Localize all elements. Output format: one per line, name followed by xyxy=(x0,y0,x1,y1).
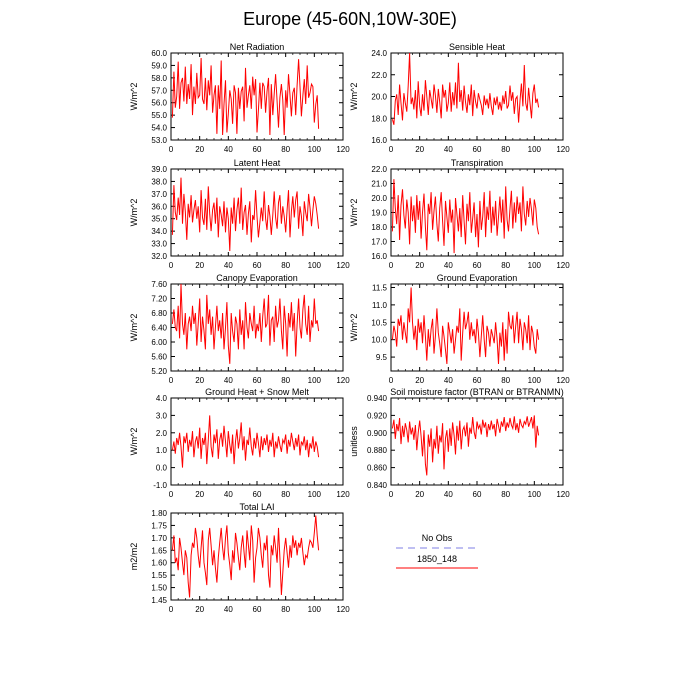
y-tick-label: 55.0 xyxy=(151,111,167,121)
panel-title: Latent Heat xyxy=(233,158,281,168)
x-tick-label: 120 xyxy=(556,490,570,499)
legend xyxy=(396,533,478,568)
x-tick-label: 60 xyxy=(472,261,482,270)
series-line xyxy=(172,284,318,364)
y-axis-label: W/m^2 xyxy=(129,198,139,227)
x-tick-label: 60 xyxy=(472,376,482,385)
panel-title: Total LAI xyxy=(239,502,275,512)
y-axis-label: W/m^2 xyxy=(129,313,139,342)
y-tick-label: 16.0 xyxy=(371,136,387,145)
x-tick-label: 40 xyxy=(443,490,453,499)
x-tick-label: 20 xyxy=(195,605,205,614)
series-line xyxy=(392,179,538,253)
y-axis-label: m2/m2 xyxy=(129,542,139,571)
x-tick-label: 0 xyxy=(388,490,394,499)
x-tick-label: 80 xyxy=(281,376,291,385)
y-tick-label: 6.40 xyxy=(151,323,167,333)
x-tick-label: 0 xyxy=(168,261,174,270)
x-tick-label: 0 xyxy=(388,145,394,154)
plot-frame xyxy=(391,53,563,140)
series-line xyxy=(172,178,318,251)
y-tick-label: 2.0 xyxy=(155,428,167,438)
x-tick-label: 60 xyxy=(252,490,262,499)
y-axis-label: W/m^2 xyxy=(349,313,359,342)
x-tick-label: 20 xyxy=(195,261,205,270)
y-tick-label: 60.0 xyxy=(151,49,167,58)
x-tick-label: 80 xyxy=(281,605,291,614)
y-tick-label: 1.55 xyxy=(151,571,167,581)
y-tick-label: 36.0 xyxy=(151,202,167,212)
chart-panel xyxy=(129,273,350,385)
x-tick-label: 100 xyxy=(307,490,322,499)
y-tick-label: 1.60 xyxy=(151,558,167,568)
panel-title: Sensible Heat xyxy=(448,42,506,52)
x-tick-label: 100 xyxy=(307,605,322,614)
y-tick-label: 38.0 xyxy=(151,177,167,187)
panel-title: Transpiration xyxy=(450,158,504,168)
y-tick-label: 0.900 xyxy=(366,428,387,438)
y-tick-label: 59.0 xyxy=(151,61,167,71)
y-tick-label: 1.70 xyxy=(151,533,167,543)
y-tick-label: 0.920 xyxy=(366,411,387,421)
y-tick-label: 54.0 xyxy=(151,123,167,133)
panel-title: Net Radiation xyxy=(229,42,285,52)
x-tick-label: 100 xyxy=(307,145,322,154)
y-tick-label: 24.0 xyxy=(371,49,387,58)
y-tick-label: 17.0 xyxy=(371,237,387,247)
x-tick-label: 60 xyxy=(252,145,262,154)
x-tick-label: 20 xyxy=(195,490,205,499)
y-tick-label: 16.0 xyxy=(371,252,387,261)
y-tick-label: 1.80 xyxy=(151,509,167,518)
y-tick-label: 0.860 xyxy=(366,463,387,473)
chart-panel xyxy=(129,158,350,270)
series-line xyxy=(392,288,538,365)
series-line xyxy=(392,415,538,475)
x-tick-label: 40 xyxy=(223,261,233,270)
x-tick-label: 20 xyxy=(415,261,425,270)
chart-panel xyxy=(349,273,570,385)
x-tick-label: 40 xyxy=(443,145,453,154)
y-tick-label: 0.940 xyxy=(366,394,387,403)
panel-title: Ground Evaporation xyxy=(436,273,518,283)
x-tick-label: 20 xyxy=(195,145,205,154)
x-tick-label: 100 xyxy=(307,376,322,385)
panel-title: Ground Heat + Snow Melt xyxy=(205,387,309,397)
series-line xyxy=(172,415,318,467)
x-tick-label: 20 xyxy=(415,376,425,385)
x-tick-label: 100 xyxy=(307,261,322,270)
y-tick-label: 18.0 xyxy=(371,223,387,232)
x-tick-label: 120 xyxy=(336,490,350,499)
y-tick-label: 0.880 xyxy=(366,446,387,456)
x-tick-label: 120 xyxy=(336,261,350,270)
panel-title: Soil moisture factor (BTRAN or BTRANMN) xyxy=(390,387,564,397)
y-tick-label: 20.0 xyxy=(371,92,387,102)
x-tick-label: 120 xyxy=(556,261,570,270)
x-tick-label: 0 xyxy=(388,376,394,385)
y-axis-label: W/m^2 xyxy=(129,427,139,456)
y-tick-label: 1.65 xyxy=(151,546,167,556)
y-tick-label: 7.60 xyxy=(151,280,167,289)
y-tick-label: 1.0 xyxy=(155,446,167,456)
x-tick-label: 0 xyxy=(168,145,174,154)
y-tick-label: 56.0 xyxy=(151,98,167,108)
y-tick-label: 22.0 xyxy=(371,70,387,80)
x-tick-label: 80 xyxy=(501,145,511,154)
y-tick-label: 7.20 xyxy=(151,294,167,304)
y-tick-label: 21.0 xyxy=(371,179,387,189)
x-tick-label: 40 xyxy=(443,376,453,385)
y-tick-label: 3.0 xyxy=(155,411,167,421)
x-tick-label: 0 xyxy=(168,376,174,385)
y-tick-label: 6.00 xyxy=(151,338,167,347)
x-tick-label: 20 xyxy=(195,376,205,385)
y-tick-label: 57.0 xyxy=(151,86,167,96)
x-tick-label: 120 xyxy=(556,145,570,154)
panel-title: Canopy Evaporation xyxy=(216,273,298,283)
chart-panel xyxy=(129,42,350,154)
x-tick-label: 80 xyxy=(501,490,511,499)
x-tick-label: 120 xyxy=(556,376,570,385)
y-tick-label: 39.0 xyxy=(151,165,167,174)
chart-panel xyxy=(349,387,570,499)
x-tick-label: 40 xyxy=(443,261,453,270)
y-axis-label: unitless xyxy=(349,426,359,457)
y-tick-label: 18.0 xyxy=(371,114,387,124)
y-tick-label: 19.0 xyxy=(371,208,387,218)
x-tick-label: 40 xyxy=(223,376,233,385)
x-tick-label: 120 xyxy=(336,145,350,154)
page-title: Europe (45-60N,10W-30E) xyxy=(243,9,457,29)
x-tick-label: 40 xyxy=(223,490,233,499)
x-tick-label: 80 xyxy=(501,376,511,385)
x-tick-label: 0 xyxy=(388,261,394,270)
series-line xyxy=(172,58,318,135)
y-tick-label: 53.0 xyxy=(151,136,167,145)
y-tick-label: -1.0 xyxy=(153,481,167,490)
y-axis-label: W/m^2 xyxy=(349,82,359,111)
y-tick-label: 1.50 xyxy=(151,583,167,593)
y-tick-label: 5.60 xyxy=(151,352,167,362)
x-tick-label: 40 xyxy=(223,605,233,614)
y-axis-label: W/m^2 xyxy=(129,82,139,111)
series-line xyxy=(172,516,318,598)
y-tick-label: 35.0 xyxy=(151,214,167,224)
x-tick-label: 0 xyxy=(168,605,174,614)
y-tick-label: 0.840 xyxy=(366,481,387,490)
x-tick-label: 120 xyxy=(336,605,350,614)
x-tick-label: 60 xyxy=(472,490,482,499)
y-tick-label: 10.5 xyxy=(371,318,387,328)
y-tick-label: 37.0 xyxy=(151,189,167,199)
series-line xyxy=(392,53,538,125)
legend-label-no-obs: No Obs xyxy=(421,533,453,543)
y-tick-label: 11.5 xyxy=(372,283,387,293)
x-tick-label: 120 xyxy=(336,376,350,385)
x-tick-label: 80 xyxy=(501,261,511,270)
plot-frame xyxy=(391,169,563,256)
y-tick-label: 20.0 xyxy=(371,194,387,203)
y-tick-label: 4.0 xyxy=(155,394,167,403)
x-tick-label: 60 xyxy=(252,376,262,385)
y-tick-label: 10.0 xyxy=(371,335,387,345)
x-tick-label: 20 xyxy=(415,490,425,499)
y-tick-label: 0.0 xyxy=(155,463,167,473)
chart-panel xyxy=(129,387,350,499)
legend-label-1850-148: 1850_148 xyxy=(416,554,458,564)
x-tick-label: 80 xyxy=(281,261,291,270)
chart-panel xyxy=(349,158,570,270)
y-tick-label: 1.75 xyxy=(151,521,167,531)
x-tick-label: 100 xyxy=(527,145,542,154)
x-tick-label: 60 xyxy=(252,261,262,270)
x-tick-label: 40 xyxy=(223,145,233,154)
plot-frame xyxy=(171,398,343,485)
y-tick-label: 33.0 xyxy=(151,239,167,249)
y-tick-label: 9.5 xyxy=(375,353,387,363)
x-tick-label: 20 xyxy=(415,145,425,154)
y-tick-label: 11.0 xyxy=(372,300,387,310)
x-tick-label: 80 xyxy=(281,490,291,499)
plot-frame xyxy=(171,513,343,600)
y-axis-label: W/m^2 xyxy=(349,198,359,227)
x-tick-label: 60 xyxy=(472,145,482,154)
y-tick-label: 1.45 xyxy=(151,596,167,605)
chart-panel xyxy=(129,502,350,614)
y-tick-label: 32.0 xyxy=(151,252,167,261)
y-tick-label: 58.0 xyxy=(151,73,167,83)
y-tick-label: 34.0 xyxy=(151,227,167,237)
chart-panel xyxy=(349,42,570,154)
x-tick-label: 100 xyxy=(527,261,542,270)
x-tick-label: 100 xyxy=(527,376,542,385)
x-tick-label: 80 xyxy=(281,145,291,154)
y-tick-label: 5.20 xyxy=(151,367,167,376)
x-tick-label: 100 xyxy=(527,490,542,499)
y-tick-label: 6.80 xyxy=(151,309,167,318)
y-tick-label: 22.0 xyxy=(371,165,387,174)
x-tick-label: 60 xyxy=(252,605,262,614)
x-tick-label: 0 xyxy=(168,490,174,499)
